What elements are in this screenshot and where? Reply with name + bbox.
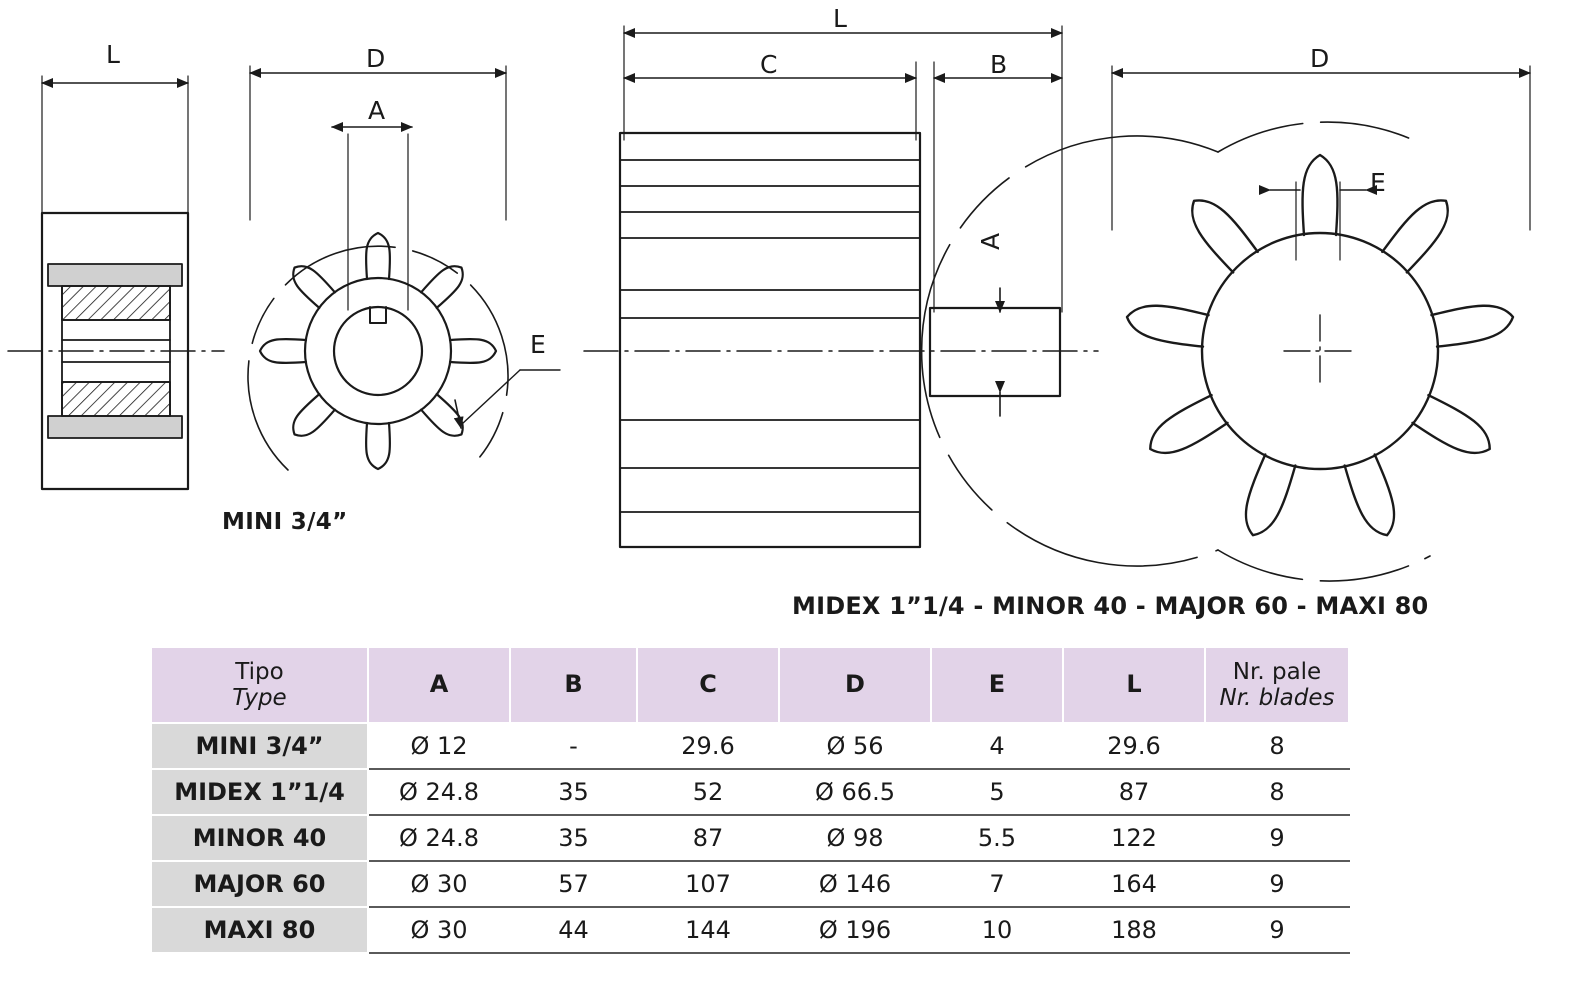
table-header bbox=[151, 647, 1349, 723]
cell-c: 29.6 bbox=[637, 723, 779, 769]
dimension-label-mid-C: C bbox=[760, 50, 778, 79]
dimension-label-mid-L: L bbox=[833, 4, 847, 33]
cell-d: Ø 146 bbox=[779, 861, 931, 907]
cell-d: Ø 66.5 bbox=[779, 769, 931, 815]
cell-l: 188 bbox=[1063, 907, 1205, 953]
cell-blades: 8 bbox=[1205, 769, 1349, 815]
midex-profile-view bbox=[584, 26, 1098, 547]
column-header-type-it: Tipo bbox=[235, 658, 284, 685]
cell-b: 35 bbox=[510, 769, 637, 815]
column-header-c: C bbox=[637, 647, 779, 723]
column-header-a: A bbox=[368, 647, 510, 723]
dimension-label-mid-B: B bbox=[990, 50, 1008, 79]
cell-a: Ø 30 bbox=[368, 861, 510, 907]
cell-d: Ø 196 bbox=[779, 907, 931, 953]
table-row bbox=[151, 815, 1349, 861]
cell-e: 10 bbox=[931, 907, 1063, 953]
row-header-type: MAXI 80 bbox=[151, 907, 368, 953]
cell-e: 5 bbox=[931, 769, 1063, 815]
dimension-label-left-E: E bbox=[530, 330, 546, 359]
column-header-b: B bbox=[510, 647, 637, 723]
dimension-label-left-D: D bbox=[366, 44, 386, 73]
cell-c: 52 bbox=[637, 769, 779, 815]
cell-a: Ø 12 bbox=[368, 723, 510, 769]
column-header-type-en: Type bbox=[232, 685, 287, 711]
cell-e: 7 bbox=[931, 861, 1063, 907]
column-header-blades-it: Nr. pale bbox=[1232, 658, 1322, 685]
cell-l: 164 bbox=[1063, 861, 1205, 907]
cell-c: 87 bbox=[637, 815, 779, 861]
table-header-row bbox=[151, 647, 1349, 723]
cell-l: 87 bbox=[1063, 769, 1205, 815]
cell-c: 144 bbox=[637, 907, 779, 953]
column-header-e: E bbox=[931, 647, 1063, 723]
row-header-type: MINOR 40 bbox=[151, 815, 368, 861]
cell-b: - bbox=[510, 723, 637, 769]
cell-blades: 8 bbox=[1205, 723, 1349, 769]
cell-d: Ø 56 bbox=[779, 723, 931, 769]
midex-front-impeller-view bbox=[922, 66, 1530, 581]
table-row bbox=[151, 861, 1349, 907]
cell-e: 5.5 bbox=[931, 815, 1063, 861]
cell-b: 35 bbox=[510, 815, 637, 861]
column-header-l: L bbox=[1063, 647, 1205, 723]
cell-blades: 9 bbox=[1205, 815, 1349, 861]
dimension-label-right-E: E bbox=[1370, 168, 1386, 197]
row-header-type: MINI 3/4” bbox=[151, 723, 368, 769]
cell-blades: 9 bbox=[1205, 861, 1349, 907]
specifications-table bbox=[150, 646, 1350, 954]
dimension-label-left-A: A bbox=[368, 96, 386, 125]
dimension-label-mid-A: A bbox=[976, 232, 1005, 250]
mini-side-section-view bbox=[8, 76, 224, 489]
cell-blades: 9 bbox=[1205, 907, 1349, 953]
cell-e: 4 bbox=[931, 723, 1063, 769]
cell-l: 122 bbox=[1063, 815, 1205, 861]
caption-mini: MINI 3/4” bbox=[222, 509, 348, 535]
column-header-type bbox=[151, 647, 368, 723]
specifications-table-wrapper bbox=[150, 646, 1335, 954]
table-row bbox=[151, 723, 1349, 769]
column-header-d: D bbox=[779, 647, 931, 723]
column-header-blades-en: Nr. blades bbox=[1219, 685, 1335, 711]
row-header-type: MAJOR 60 bbox=[151, 861, 368, 907]
cell-c: 107 bbox=[637, 861, 779, 907]
cell-b: 44 bbox=[510, 907, 637, 953]
table-body bbox=[151, 723, 1349, 953]
cell-l: 29.6 bbox=[1063, 723, 1205, 769]
cell-a: Ø 24.8 bbox=[368, 769, 510, 815]
dimension-label-right-D: D bbox=[1310, 44, 1330, 73]
table-row bbox=[151, 769, 1349, 815]
dimension-label-left-L: L bbox=[106, 40, 120, 69]
row-header-type: MIDEX 1”1/4 bbox=[151, 769, 368, 815]
caption-midex-family: MIDEX 1”1/4 - MINOR 40 - MAJOR 60 - MAXI 80 bbox=[792, 592, 1429, 620]
column-header-blades bbox=[1205, 647, 1349, 723]
cell-a: Ø 30 bbox=[368, 907, 510, 953]
cell-d: Ø 98 bbox=[779, 815, 931, 861]
cell-a: Ø 24.8 bbox=[368, 815, 510, 861]
cell-b: 57 bbox=[510, 861, 637, 907]
mini-front-impeller-view bbox=[248, 66, 560, 470]
table-row bbox=[151, 907, 1349, 953]
